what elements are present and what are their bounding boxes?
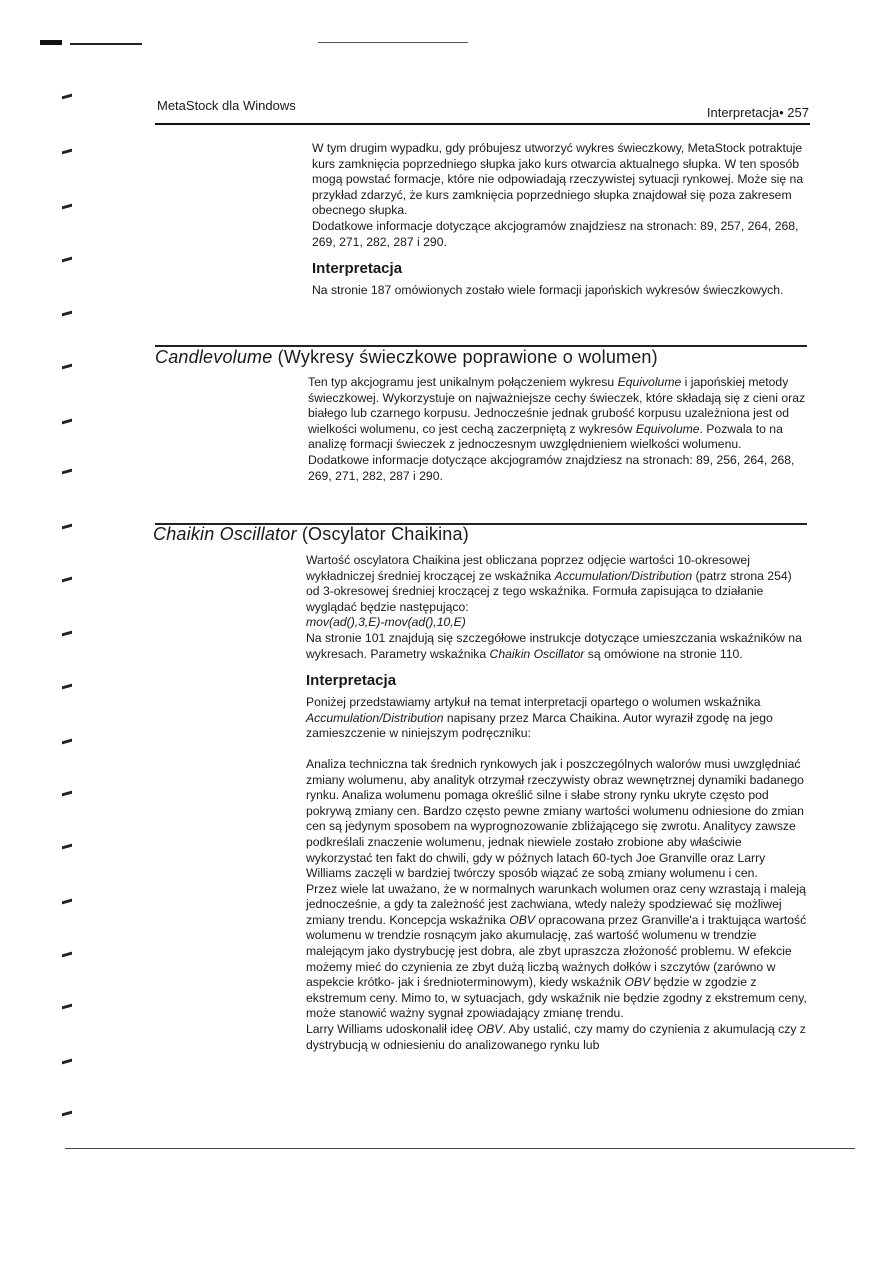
margin-tick	[62, 1004, 72, 1010]
text-run: Wartość oscylatora Chaikina jest obliczana poprzez odjęcie wartości 10-okresowej wykładniczej średniej kroczącej ze wskaźnika	[306, 553, 750, 583]
bottom-rule	[65, 1148, 855, 1149]
text-run-italic: Chaikin Oscillator	[489, 646, 585, 661]
margin-tick	[62, 94, 72, 100]
interp-heading-1: Interpretacja	[312, 260, 403, 278]
text-run-italic: Accumulation/Distribution	[554, 568, 693, 583]
margin-tick	[62, 739, 72, 745]
formula-text: mov(ad(),3,E)-mov(ad(),10,E)	[306, 615, 466, 630]
text-run-italic: OBV	[624, 975, 651, 990]
margin-tick	[62, 1111, 72, 1117]
text-run: napisany przez Marca Chaikina. Autor wyraził zgodę na jego zamieszczenie w niniejszym podręczniku:	[306, 710, 773, 741]
chaikin-paragraph-3	[306, 695, 808, 742]
chaikin-paragraph-6	[306, 1022, 808, 1053]
interp-text-1: Na stronie 187 omówionych zostało wiele formacji japońskich wykresów świeczkowych.	[312, 283, 784, 298]
margin-tick	[62, 791, 72, 797]
margin-tick	[62, 204, 72, 210]
text-run: i japońskiej metody świeczkowej. Wykorzystuje on najważniejsze cechy świeczek, które składają się z cieni oraz białego lub czarnego korpusu. Jednocześnie jednak grubość korpusu uzależniona jest od wielkości wolumenu, co jest cechą zaczerpniętą z wykresów	[308, 375, 806, 436]
header-rule	[155, 123, 810, 125]
text-run: Ten typ akcjogramu jest unikalnym połączeniem wykresu	[308, 375, 618, 389]
chaikin-heading	[153, 524, 469, 545]
interp-heading-2: Interpretacja	[306, 672, 397, 690]
intro-paragraph: W tym drugim wypadku, gdy próbujesz utworzyć wykres świeczkowy, MetaStock potraktuje kurs zamknięcia poprzedniego słupka jako kurs otwarcia aktualnego słupka. W ten sposób mogą powstać formacje, które nie odpowiadają rzeczywistej sytuacji rynkowej. Może się na przykład zdarzyć, że kurs zamknięcia poprzedniego słupka znajdował się poza zakresem obecnego słupka.	[312, 141, 804, 218]
margin-tick	[62, 577, 72, 583]
margin-tick	[62, 952, 72, 958]
text-run: Poniżej przedstawiamy artykuł na temat interpretacji opartego o wolumen wskaźnika	[306, 695, 761, 710]
running-header-page: Interpretacja• 257	[706, 105, 809, 120]
text-run-italic: OBV	[509, 912, 535, 927]
candlevolume-title-italic: Candlevolume	[155, 347, 273, 367]
margin-tick	[62, 419, 72, 425]
candlevolume-title-rest: (Wykresy świeczkowe poprawione o wolumen)	[272, 347, 658, 367]
text-run: . Pozwala to na analizę formacji świeczek z jednoczesnym uwzględnieniem wielkości wolumenu.	[308, 421, 783, 452]
margin-tick	[62, 149, 72, 155]
margin-tick	[62, 631, 72, 637]
intro-block	[312, 141, 812, 299]
margin-tick	[62, 364, 72, 370]
text-run: . Aby ustalić, czy mamy do czynienia z akumulacją czy z dystrybucją w odniesieniu do analizowanego rynku lub	[306, 1022, 806, 1052]
margin-tick	[62, 257, 72, 263]
text-run: są omówione na stronie 110.	[584, 646, 743, 661]
chaikin-block	[306, 553, 808, 1053]
text-run-italic: Equivolume	[617, 375, 682, 389]
chaikin-paragraph-5	[306, 882, 808, 1022]
chaikin-title-rest: (Oscylator Chaikina)	[296, 524, 469, 544]
candlevolume-paragraph	[308, 375, 808, 453]
candlevolume-pages: Dodatkowe informacje dotyczące akcjogramów znajdziesz na stronach: 89, 256, 264, 268, 269, 271, 282, 287 i 290.	[308, 452, 795, 483]
margin-tick	[62, 1059, 72, 1065]
scan-line	[70, 43, 142, 45]
text-run: Przez wiele lat uważano, że w normalnych warunkach wolumen oraz ceny wzrastają i maleją jednocześnie, a gdy ta zależność jest zachwiana, wtedy należy spodziewać się możliwej zmiany trendu. Koncepcja wskaźnika	[306, 881, 806, 927]
margin-tick	[62, 844, 72, 850]
text-run: będzie w zgodzie z ekstremum ceny. Mimo to, w sytuacjach, gdy wskaźnik nie będzie zgodny z ekstremum ceny, może stanowić ważny sygnał zpowiadający zmianę trendu.	[306, 975, 807, 1021]
chaikin-formula	[306, 615, 808, 631]
candlevolume-heading	[155, 347, 658, 368]
chaikin-paragraph-2	[306, 631, 808, 662]
margin-tick	[62, 899, 72, 905]
margin-tick	[62, 684, 72, 690]
margin-tick	[62, 469, 72, 475]
text-run: (patrz strona 254) od 3-okresowej średniej kroczącej z tego wskaźnika. Formuła zapisująca to działanie wyglądać będzie następująco:	[306, 568, 792, 614]
text-run-italic: Accumulation/Distribution	[306, 710, 444, 725]
margin-tick	[62, 311, 72, 317]
chaikin-paragraph-1	[306, 553, 808, 615]
scan-mark	[40, 40, 62, 45]
chaikin-paragraph-4: Analiza techniczna tak średnich rynkowych jak i poszczególnych walorów musi uwzględniać zmiany wolumenu, aby analityk otrzymał rzeczywisty obraz wewnętrznej dynamiki badanego rynku. Analiza wolumenu pomaga określić silne i słabe strony rynku ukryte często pod pokrywą zmiany cen. Bardzo często pewne zmiany wartości wolumenu odniesione do zmian cen są jedynym sposobem na wyprognozowanie zbliżającego się zwrotu. Analitycy zawsze podkreślali znaczenie wolumenu, jednak niewiele zostało zrobione aby właściwie wykorzystać ten fakt do chwili, gdy w późnych latach 60-tych Joe Granville oraz Larry Williams zaczęli w bardziej twórczy sposób wiązać ze sobą zmiany wolumenu i cen.	[306, 756, 804, 881]
text-run-italic: Equivolume	[635, 421, 700, 436]
text-run: Na stronie 101 znajdują się szczegółowe instrukcje dotyczące umieszczania wskaźników na wykresach. Parametry wskaźnika	[306, 630, 802, 661]
margin-tick	[62, 524, 72, 530]
running-header-title: MetaStock dla Windows	[157, 98, 296, 113]
text-run: opracowana przez Granville'a i traktująca wartość wolumenu w trendzie rosnącym jako akumulację, zaś wartość wolumenu w trendzie malejącym jako dystrybucję jest dobra, ale zbyt upraszcza złożoność problemu. W efekcie możemy mieć do czynienia ze zbyt dużą liczbą ważnych dołków i szczytów (zarówno w aspekcie krótko- jak i średnioterminowym), kiedy wskaźnik	[306, 912, 807, 990]
candlevolume-block	[308, 375, 808, 484]
scan-line	[318, 42, 468, 43]
text-run-italic: OBV	[476, 1022, 503, 1037]
text-run: Larry Williams udoskonalił ideę	[306, 1022, 477, 1037]
intro-pages: Dodatkowe informacje dotyczące akcjogramów znajdziesz na stronach: 89, 257, 264, 268, 269, 271, 282, 287 i 290.	[312, 218, 799, 249]
chaikin-title-italic: Chaikin Oscillator	[153, 524, 297, 544]
